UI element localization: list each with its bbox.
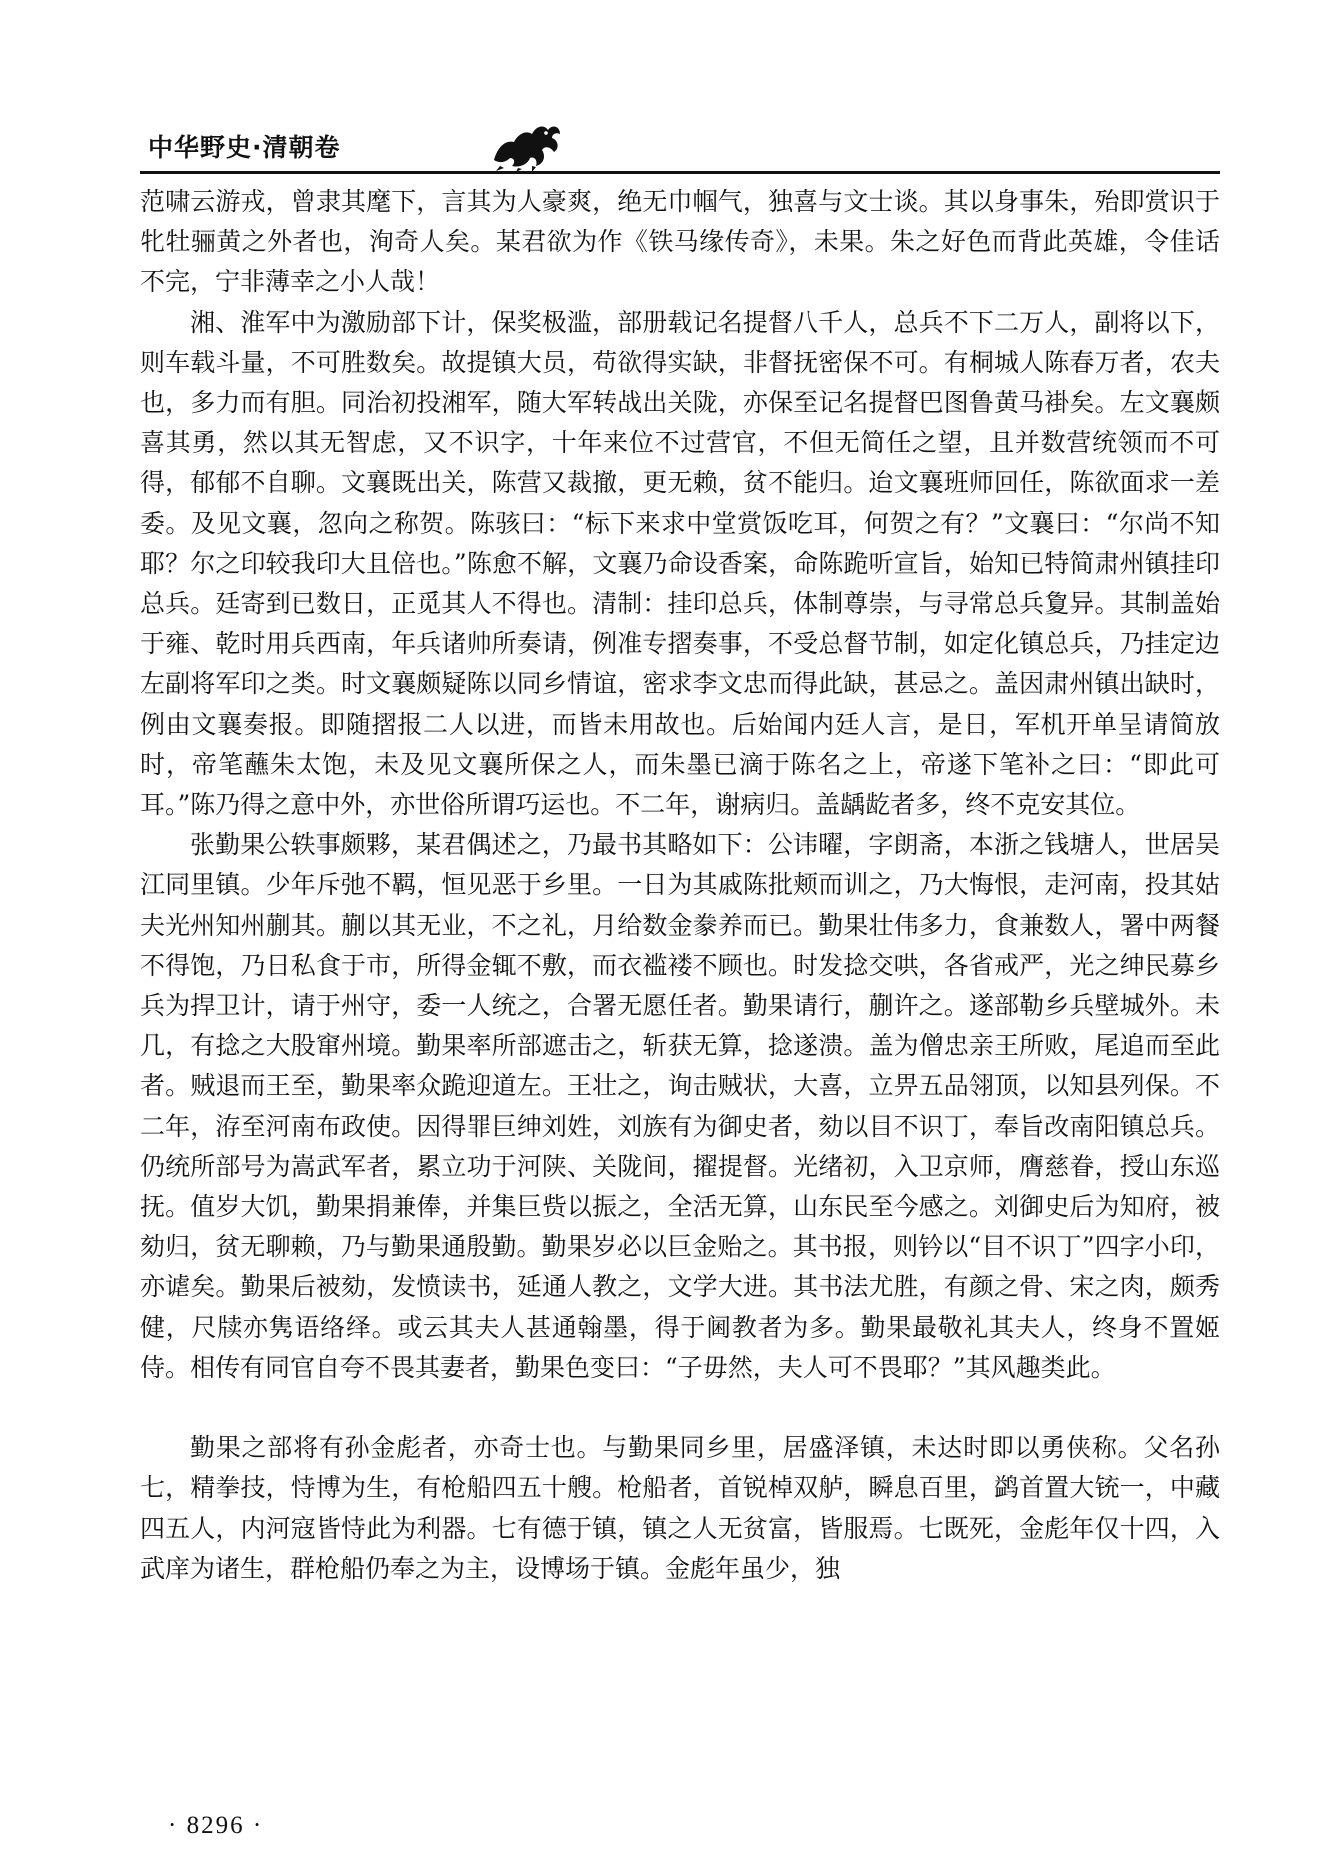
paragraph: 湘、淮军中为激励部下计，保奖极滥，部册载记名提督八千人，总兵不下二万人，副将以下，则车载斗量，不可胜数矣。故提镇大员，苟欲得实缺，非督抚密保不可。有桐城人陈春万者，农夫也，多力而有胆。同治初投湘军，随大军转战出关陇，亦保至记名提督巴图鲁黄马褂矣。左文襄颇喜其勇，然以其无智虑，又不识字，十年来位不过营官，不但无简任之望，且并数营统领而不可得，郁郁不自聊。文襄既出关，陈营又裁撤，更无赖，贫不能归。迨文襄班师回任，陈欲面求一差委。及见文襄，忽向之称贺。陈骇曰：“标下来求中堂赏饭吃耳，何贺之有？”文襄曰：“尔尚不知耶？尔之印较我印大且倍也。”陈愈不解，文襄乃命设香案，命陈跪听宣旨，始知已特简肃州镇挂印总兵。廷寄到已数日，正觅其人不得也。清制：挂印总兵，体制尊崇，与寻常总兵夐异。其制盖始于雍、乾时用兵西南，年兵诸帅所奏请，例准专摺奏事，不受总督节制，如定化镇总兵，乃挂定边左副将军印之类。时文襄颇疑陈以同乡情谊，密求李文忠而得此缺，甚忌之。盖因肃州镇出缺时，例由文襄奏报。即随摺报二人以进，而皆未用故也。后始闻内廷人言，是日，军机开单呈请简放时，帝笔蘸朱太饱，未及见文襄所保之人，而朱墨已滴于陈名之上，帝遂下笔补之曰：“即此可耳。”陈乃得之意中外，亦世俗所谓巧运也。不二年，谢病归。盖龋龁者多，终不克安其位。 — [140, 307, 1220, 820]
paragraph: 范啸云游戎，曾隶其麾下，言其为人豪爽，绝无巾帼气，独喜与文士谈。其以身事朱，殆即赏识于牝牡骊黄之外者也，洵奇人矣。某君欲为作《铁马缘传奇》，未果。朱之好色而背此英雄，令佳话不完，宁非薄幸之小人哉！ — [140, 187, 1220, 297]
running-head-title: 中华野史·清朝卷 — [148, 133, 341, 162]
body-text — [140, 182, 1220, 1589]
paragraph: 张勤果公轶事颇夥，某君偶述之，乃最书其略如下：公讳曜，字朗斋，本浙之钱塘人，世居吴江同里镇。少年斥弛不羁，恒见恶于乡里。一日为其戚陈批颊而训之，乃大悔恨，走河南，投其姑夫光州知州蒯其。蒯以其无业，不之礼，月给数金豢养而已。勤果壮伟多力，食兼数人，署中两餐不得饱，乃日私食于市，所得金辄不敷，而衣褴褛不顾也。时发捻交哄，各省戒严，光之绅民募乡兵为捍卫计，请于州守，委一人统之，合署无愿任者。勤果请行，蒯许之。遂部勒乡兵壁城外。未几，有捻之大股窜州境。勤果率所部遮击之，斩获无算，捻遂溃。盖为僧忠亲王所败，尾追而至此者。贼退而王至，勤果率众跪迎道左。王壮之，询击贼状，大喜，立畀五品翎顶，以知县列保。不二年，洊至河南布政使。因得罪巨绅刘姓，刘族有为御史者，劾以目不识丁，奉旨改南阳镇总兵。仍统所部号为嵩武军者，累立功于河陕、关陇间，擢提督。光绪初，入卫京师，膺慈眷，授山东巡抚。值岁大饥，勤果捐兼俸，并集巨赀以振之，全活无算，山东民至今感之。刘御史后为知府，被劾归，贫无聊赖，乃与勤果通殷勤。勤果岁必以巨金贻之。其书报，则钤以“目不识丁”四字小印，亦谑矣。勤果后被劾，发愤读书，延通人教之，文学大进。其书法尤胜，有颜之骨、宋之肉，颇秀健，尺牍亦隽语络绎。或云其夫人甚通翰墨，得于阃教者为多。勤果最敬礼其夫人，终身不置姬侍。相传有同官自夸不畏其妻者，勤果色变曰：“子毋然，夫人可不畏耶？”其风趣类此。 — [140, 830, 1220, 1382]
page-number: · 8296 · — [168, 1812, 264, 1839]
paragraph: 勤果之部将有孙金彪者，亦奇士也。与勤果同乡里，居盛泽镇，未达时即以勇侠称。父名孙七，精拳技，恃博为生，有枪船四五十艘。枪船者，首锐棹双舻，瞬息百里，鹢首置大铳一，中藏四五人，内河寇皆恃此为利器。七有德于镇，镇之人无贫富，皆服焉。七既死，金彪年仅十四，入武庠为诸生，群枪船仍奉之为主，设博场于镇。金彪年虽少，独 — [140, 1433, 1220, 1583]
running-header — [140, 122, 1220, 170]
dragon-emblem-icon — [488, 116, 566, 172]
header-divider — [140, 171, 1220, 174]
